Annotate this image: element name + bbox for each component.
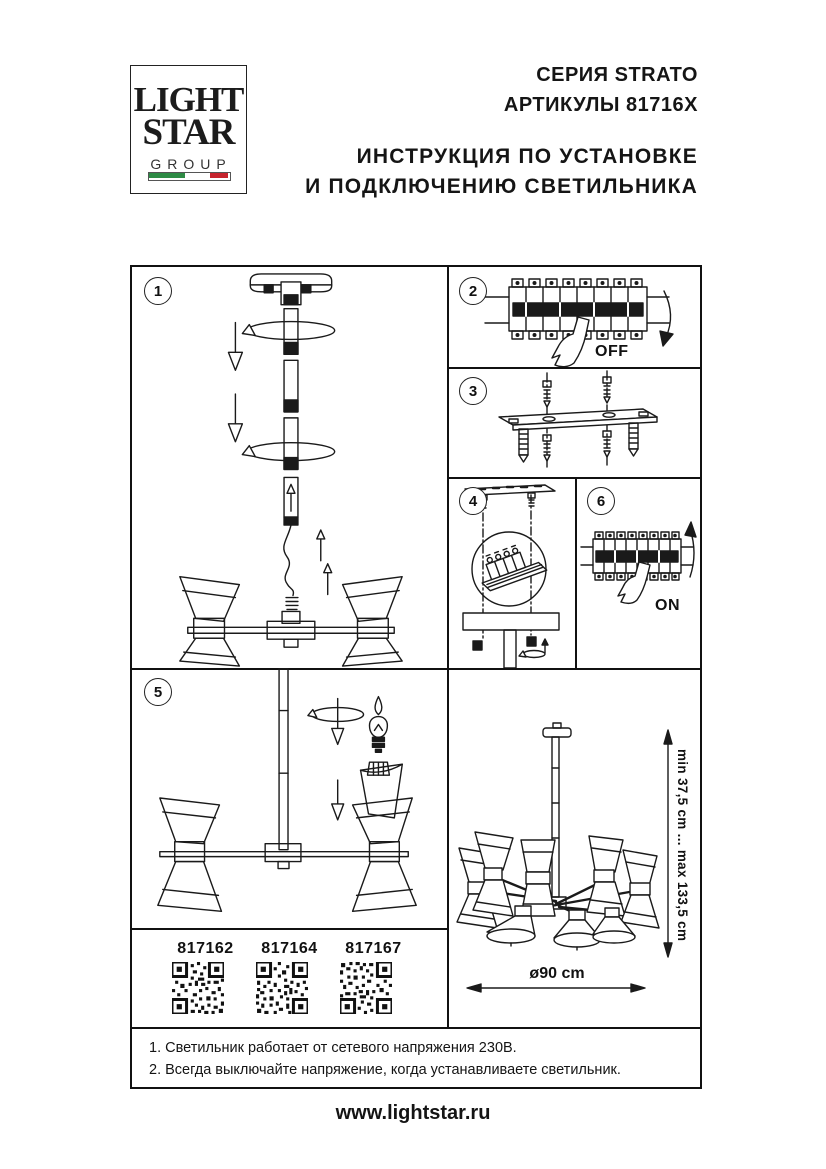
diameter-label: ø90 cm <box>529 965 585 982</box>
articles-title: АРТИКУЛЫ 81716X <box>503 94 698 116</box>
note-line-2: 2. Всегда выключайте напряжение, когда устанавливаете светильник. <box>149 1062 621 1079</box>
website-url: www.lightstar.ru <box>335 1102 491 1124</box>
panel-3-number: 3 <box>459 377 487 405</box>
safety-notes <box>132 1027 700 1087</box>
panel-5-shade-bulb-assembly <box>132 668 447 928</box>
flag-icon <box>149 173 228 178</box>
qr-item <box>256 940 324 1039</box>
instruction-grid <box>130 265 702 1089</box>
panel-6-power-on <box>575 477 700 668</box>
instruction-title-block <box>305 142 698 202</box>
logo-word-light: LIGHT <box>133 80 244 119</box>
logo-word-star: STAR <box>142 112 235 154</box>
panel-1-rod-assembly <box>132 267 447 668</box>
italian-flag-stripe <box>148 172 231 181</box>
lightstar-logo <box>130 65 247 194</box>
qr-code-icon <box>256 962 308 1014</box>
off-label: OFF <box>595 343 629 360</box>
panel-2-power-off <box>447 267 700 367</box>
shade-bulb-diagram-icon <box>132 668 447 928</box>
panel-6-number: 6 <box>587 487 615 515</box>
qr-code-icon <box>172 962 224 1014</box>
panel-2-number: 2 <box>459 277 487 305</box>
panel-3-mounting-bracket <box>447 367 700 477</box>
panel-4-canopy-mounting <box>447 477 575 668</box>
series-title: СЕРИЯ STRATO <box>536 64 698 86</box>
chandelier-dimensions-panel <box>447 668 700 1027</box>
rod-assembly-diagram-icon <box>132 267 447 668</box>
instruction-line-1: ИНСТРУКЦИЯ ПО УСТАНОВКЕ <box>356 145 698 168</box>
instruction-line-2: И ПОДКЛЮЧЕНИЮ СВЕТИЛЬНИКА <box>305 175 698 198</box>
series-title-block <box>504 60 698 120</box>
qr-code-icon <box>340 962 392 1014</box>
article-number: 817164 <box>261 940 318 957</box>
panel-5-number: 5 <box>144 678 172 706</box>
on-label: ON <box>655 597 680 614</box>
qr-code-row <box>132 928 447 1039</box>
note-line-1: 1. Светильник работает от сетевого напряжения 230В. <box>149 1040 517 1056</box>
qr-item <box>340 940 408 1039</box>
panel-1-number: 1 <box>144 277 172 305</box>
qr-item <box>172 940 240 1039</box>
breaker-off-icon <box>447 267 700 367</box>
article-number: 817162 <box>177 940 234 957</box>
article-number: 817167 <box>345 940 402 957</box>
height-range-label: min 37,5 cm ... max 133,5 cm <box>675 748 690 942</box>
panel-4-number: 4 <box>459 487 487 515</box>
logo-word-group: GROUP <box>150 156 232 173</box>
